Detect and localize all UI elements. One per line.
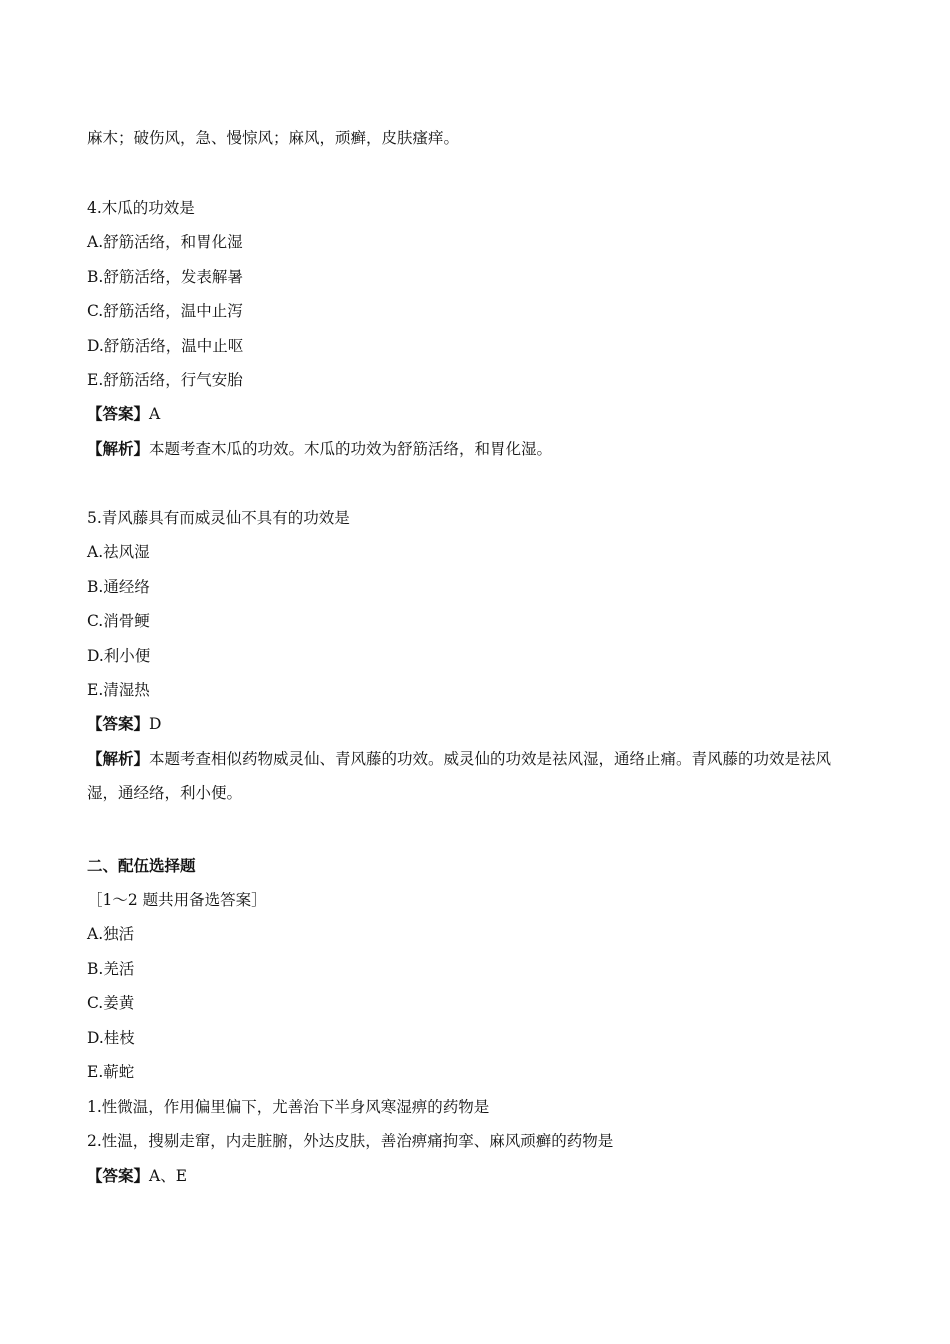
q5-analysis xyxy=(87,742,862,810)
section-title: 二、配伍选择题 xyxy=(87,856,196,875)
q5-option-b: B.通经络 xyxy=(87,578,150,596)
s2-option-e: E.蕲蛇 xyxy=(87,1063,135,1081)
q5-question: 5.青风藤具有而威灵仙不具有的功效是 xyxy=(87,509,350,527)
q5-analysis-label: 【解析】 xyxy=(87,749,150,768)
q4-option-b: B.舒筋活络，发表解暑 xyxy=(87,268,243,286)
q4-answer xyxy=(87,404,160,424)
q5-option-e: E.清湿热 xyxy=(87,681,150,699)
q4-answer-value: A xyxy=(149,405,161,423)
q4-option-c: C.舒筋活络，温中止泻 xyxy=(87,302,243,320)
s2-answer-value: A、E xyxy=(149,1167,188,1185)
q4-option-d: D.舒筋活络，温中止呕 xyxy=(87,337,244,355)
q4-option-e: E.舒筋活络，行气安胎 xyxy=(87,371,243,389)
s2-answer-label: 【答案】 xyxy=(87,1166,150,1185)
q5-answer-value: D xyxy=(149,715,162,733)
q4-question: 4.木瓜的功效是 xyxy=(87,199,195,217)
q4-analysis-label: 【解析】 xyxy=(87,439,150,458)
s2-answer xyxy=(87,1166,187,1186)
shared-options-note: ［1～2 题共用备选答案］ xyxy=(87,891,267,909)
s2-question-2: 2.性温，搜剔走窜，内走脏腑，外达皮肤，善治痹痛拘挛、麻风顽癣的药物是 xyxy=(87,1132,614,1150)
s2-option-b: B.羌活 xyxy=(87,960,135,978)
q5-answer xyxy=(87,714,161,734)
q5-option-a: A.祛风湿 xyxy=(87,543,150,561)
q5-analysis-text: 本题考查相似药物威灵仙、青风藤的功效。威灵仙的功效是祛风湿，通络止痛。青风藤的功效是祛风湿，通经络，利小便。 xyxy=(87,750,832,802)
q5-option-c: C.消骨鲠 xyxy=(87,612,150,630)
q5-option-d: D.利小便 xyxy=(87,647,151,665)
s2-option-d: D.桂枝 xyxy=(87,1029,135,1047)
q4-option-a: A.舒筋活络，和胃化湿 xyxy=(87,233,243,251)
q5-answer-label: 【答案】 xyxy=(87,714,150,733)
s2-question-1: 1.性微温，作用偏里偏下，尤善治下半身风寒湿痹的药物是 xyxy=(87,1098,490,1116)
s2-option-a: A.独活 xyxy=(87,925,135,943)
q4-analysis-text: 本题考查木瓜的功效。木瓜的功效为舒筋活络，和胃化湿。 xyxy=(149,440,553,458)
s2-option-c: C.姜黄 xyxy=(87,994,135,1012)
q4-answer-label: 【答案】 xyxy=(87,404,150,423)
q4-analysis xyxy=(87,439,552,459)
intro-text: 麻木；破伤风，急、慢惊风；麻风，顽癣，皮肤瘙痒。 xyxy=(87,129,460,147)
